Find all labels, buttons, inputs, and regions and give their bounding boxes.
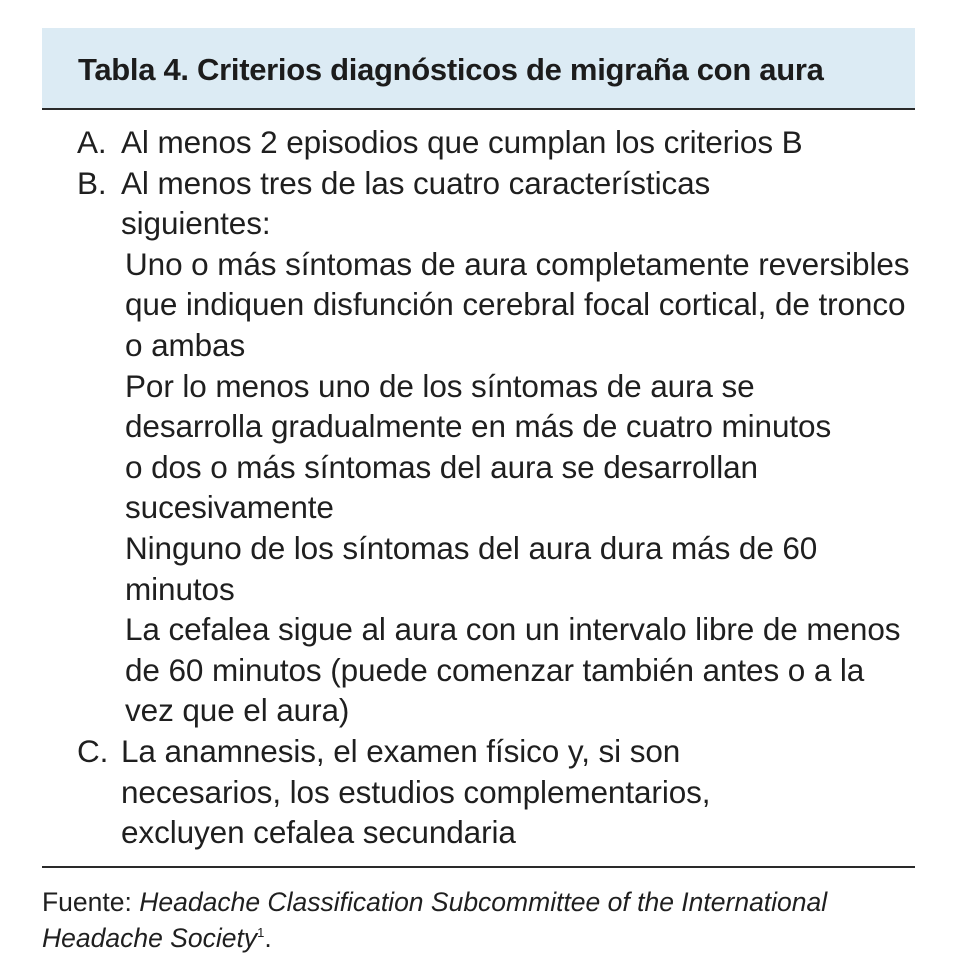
criterion-b — [77, 163, 915, 244]
criteria-table — [42, 28, 915, 853]
table-header — [42, 28, 915, 110]
criterion-a — [77, 122, 915, 163]
criterion-text: La anamnesis, el examen físico y, si son necesarios, los estudios complementarios, excluyen cefalea secundaria — [121, 732, 711, 851]
criterion-b-subitems — [77, 244, 915, 731]
criterion-text: Al menos tres de las cuatro características siguientes: — [121, 164, 711, 242]
source-label: Fuente: — [42, 887, 132, 917]
table-title: Tabla 4. Criterios diagnósticos de migraña con aura — [78, 52, 824, 87]
source-note — [42, 884, 922, 956]
criterion-letter: A. — [77, 124, 107, 160]
criterion-c — [77, 731, 915, 853]
source-end: . — [264, 923, 272, 953]
criterion-letter: B. — [77, 164, 107, 201]
criterion-b-subitem: Uno o más síntomas de aura completamente reversibles que indiquen disfunción cerebral focal cortical, de tronco o ambas — [125, 245, 910, 363]
criterion-b-subitem: La cefalea sigue al aura con un intervalo libre de menos de 60 minutos (puede comenzar también antes o a la vez que el aura) — [125, 611, 901, 729]
source-reference: Headache Classification Subcommittee of the International Headache Society — [42, 887, 828, 953]
criterion-b-subitem: Por lo menos uno de los síntomas de aura se desarrolla gradualmente en más de cuatro minutos o dos o más síntomas del aura se desarrollan sucesivamente — [125, 367, 832, 526]
criterion-b-subitem: Ninguno de los síntomas del aura dura más de 60 minutos — [125, 529, 818, 607]
table-bottom-rule — [42, 866, 915, 868]
source-superscript: 1 — [257, 925, 265, 941]
criteria-list — [42, 110, 915, 853]
criterion-text: Al menos 2 episodios que cumplan los criterios B — [121, 124, 803, 160]
criterion-letter: C. — [77, 732, 109, 769]
